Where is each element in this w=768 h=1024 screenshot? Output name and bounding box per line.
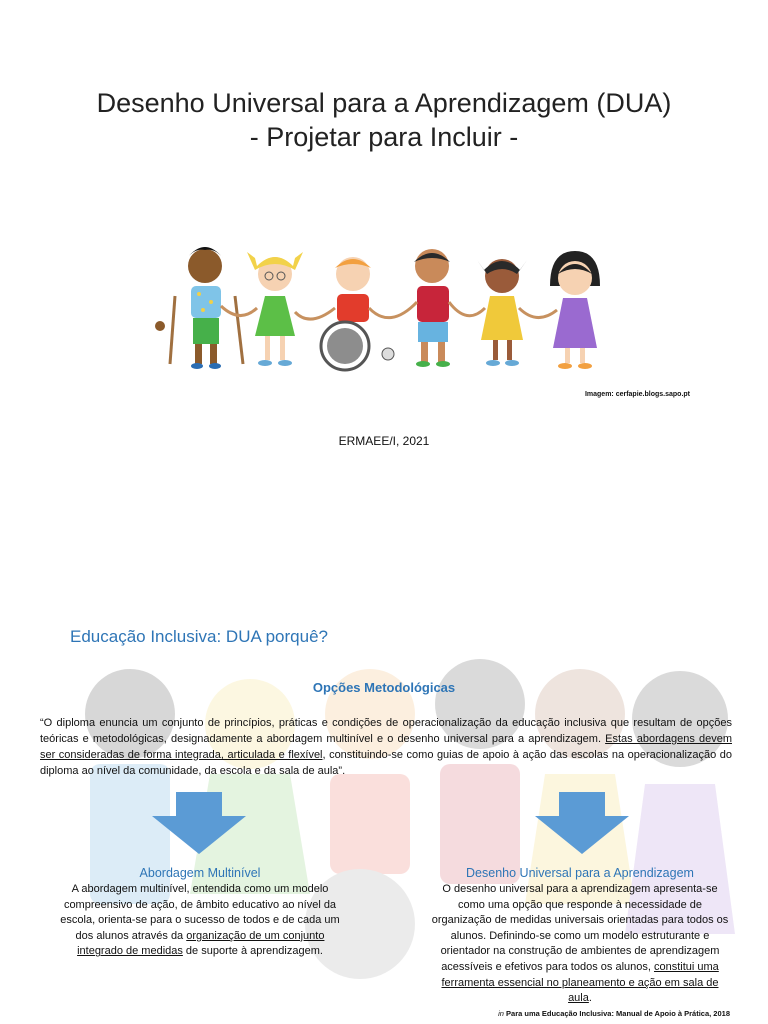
child-in-wheelchair <box>321 257 394 370</box>
down-arrow-icon <box>535 792 629 854</box>
children-illustration <box>145 236 623 381</box>
quote-underlined-text: Estas abordagens devem ser consideradas de forma integrada, articulada e flexível <box>40 733 732 761</box>
column-text-end: de suporte à aprendizagem. <box>182 945 323 958</box>
column-text-multinivel <box>52 882 348 960</box>
down-arrow-icon <box>152 792 246 854</box>
footer-label: ERMAEE/I, 2021 <box>338 434 430 448</box>
slide-subtitle: - Projetar para Incluir - <box>249 122 519 152</box>
column-title-multinivel: Abordagem Multinível <box>139 866 261 880</box>
slide-title: Desenho Universal para a Aprendizagem (DUA) <box>96 88 672 118</box>
column-text-dua <box>430 882 730 1007</box>
image-credit: Imagem: cerfapie.blogs.sapo.pt <box>584 391 690 398</box>
column-title-dua: Desenho Universal para a Aprendizagem <box>466 866 694 880</box>
reference-prefix: in <box>498 1009 504 1018</box>
child-red-shirt <box>414 249 450 367</box>
column-underlined-text: organização de um conjunto integrado de medidas <box>77 929 325 958</box>
quote-text: “O diploma enuncia um conjunto de princípios, práticas e condições de operacionalização da educação inclusiva que resultam de opções teóricas e metodológicas, designadamente a abordagem multinível e o desenho universal para a aprendizagem. <box>40 717 732 745</box>
title-slide <box>0 0 768 500</box>
reference-text: Para uma Educação Inclusiva: Manual de Apoio à Prática, 2018 <box>506 1009 730 1018</box>
content-slide <box>0 614 768 1024</box>
slide-title: Educação Inclusiva: DUA porquê? <box>70 627 328 646</box>
column-underlined-text: constitui uma ferramenta essencial no planeamento e ação em sala de aula <box>441 960 719 1005</box>
column-text: O desenho universal para a aprendizagem apresenta-se como uma opção que responde à necessidade de organização de medidas universais orientadas para todos os alunos. Definindo-se como um modelo estruturante e orientador na construção de ambientes de aprendizagem acessíveis e efetivos para todos os alunos, <box>431 883 729 973</box>
child-yellow-dress <box>477 259 527 366</box>
child-purple-dress <box>550 251 600 369</box>
column-text-end: . <box>588 992 592 1005</box>
child-with-crutches <box>155 247 243 369</box>
quote-paragraph <box>40 715 732 779</box>
column-text: A abordagem multinível, entendida como um modelo compreensivo de ação, de âmbito educativo ao nível da escola, orienta-se para o sucesso de todos e de cada um dos alunos através da <box>60 883 340 942</box>
reference-note <box>498 1009 730 1018</box>
section-heading: Opções Metodológicas <box>312 680 456 695</box>
quote-text-end: , constituindo-se como guias de apoio à ação das escolas na operacionalização do diploma ao nível da comunidade, da escola e da sala de aula”. <box>40 749 732 777</box>
